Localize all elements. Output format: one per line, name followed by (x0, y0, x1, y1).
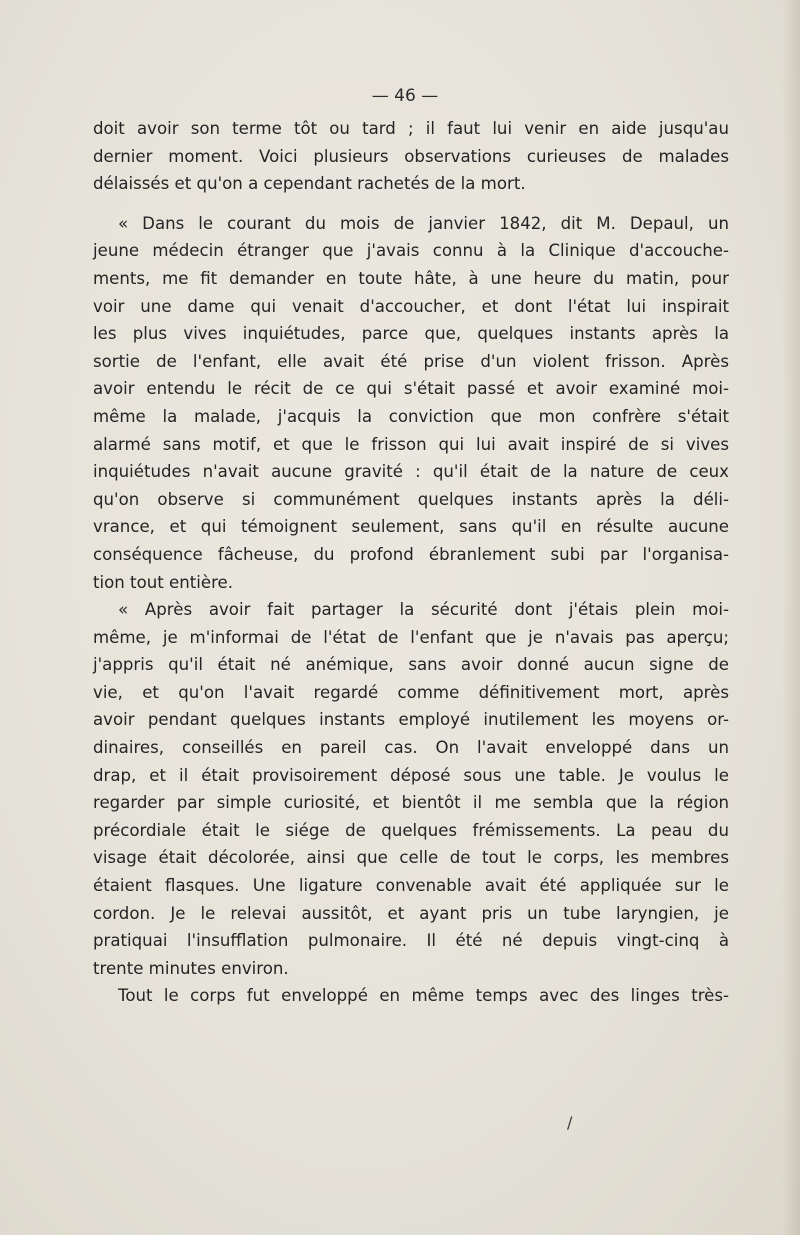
text-line: trente minutes environ. (93, 958, 289, 978)
text-line: pratiquai l'insufflation pulmonaire. Il été né depuis vingt-cinq à (93, 931, 729, 951)
paragraph-intro (93, 115, 729, 198)
text-line: visage était décolorée, ainsi que celle de tout le corps, les membres (93, 848, 729, 868)
text-line: vie, et qu'on l'avait regardé comme définitivement mort, après (93, 682, 729, 702)
text-line: cordon. Je le relevai aussitôt, et ayant pris un tube laryngien, je (93, 903, 729, 923)
text-line: regarder par simple curiosité, et bientôt il me sembla que la région (93, 793, 729, 813)
stray-pencil-mark: / (567, 1113, 573, 1132)
text-line: doit avoir son terme tôt ou tard ; il faut lui venir en aide jusqu'au (93, 119, 729, 138)
text-line: dinaires, conseillés en pareil cas. On l'avait enveloppé dans un (93, 738, 729, 758)
text-line: avoir pendant quelques instants employé inutilement les moyens or- (93, 710, 729, 730)
text-line: précordiale était le siége de quelques frémissements. La peau du (93, 820, 729, 840)
paragraph-infant-observation (93, 596, 729, 982)
text-line: conséquence fâcheuse, du profond ébranlement subi par l'organisa- (93, 544, 729, 564)
text-line: alarmé sans motif, et que le frisson qui lui avait inspiré de si vives (93, 434, 729, 454)
text-line: ments, me fit demander en toute hâte, à une heure du matin, pour (93, 268, 729, 288)
text-line: qu'on observe si communément quelques instants après la déli- (93, 489, 729, 509)
text-line: les plus vives inquiétudes, parce que, quelques instants après la (93, 324, 729, 344)
text-line: délaissés et qu'on a cependant rachetés de la mort. (93, 174, 526, 194)
text-line: « Après avoir fait partager la sécurité dont j'étais plein moi- (118, 600, 729, 620)
text-line: avoir entendu le récit de ce qui s'était passé et avoir examiné moi- (93, 379, 729, 399)
paragraph-depaul-account (93, 210, 729, 596)
text-line: drap, et il était provisoirement déposé sous une table. Je voulus le (93, 765, 729, 785)
text-line: inquiétudes n'avait aucune gravité : qu'il était de la nature de ceux (93, 462, 729, 482)
text-line: dernier moment. Voici plusieurs observations curieuses de malades (93, 146, 729, 166)
text-line: étaient flasques. Une ligature convenable avait été appliquée sur le (93, 876, 729, 896)
text-line: tion tout entière. (93, 572, 234, 592)
text-line: vrance, et qui témoignent seulement, sans qu'il en résulte aucune (93, 517, 729, 537)
text-line: même la malade, j'acquis la conviction que mon confrère s'était (93, 406, 729, 426)
page-number: — 46 — (371, 86, 439, 106)
text-line: « Dans le courant du mois de janvier 1842, dit M. Depaul, un (118, 213, 729, 233)
text-line: j'appris qu'il était né anémique, sans avoir donné aucun signe de (93, 655, 729, 675)
text-line: jeune médecin étranger que j'avais connu à la Clinique d'accouche- (93, 241, 729, 261)
text-line: voir une dame qui venait d'accoucher, et dont l'état lui inspirait (93, 296, 729, 316)
body-text (93, 115, 729, 1010)
text-line: sortie de l'enfant, elle avait été prise d'un violent frisson. Après (93, 351, 729, 371)
text-line: même, je m'informai de l'état de l'enfant que je n'avais pas aperçu; (93, 627, 729, 647)
page-edge-shadow (782, 0, 800, 1235)
text-line: Tout le corps fut enveloppé en même temps avec des linges très- (118, 986, 729, 1006)
paragraph-continuation (93, 982, 729, 1010)
